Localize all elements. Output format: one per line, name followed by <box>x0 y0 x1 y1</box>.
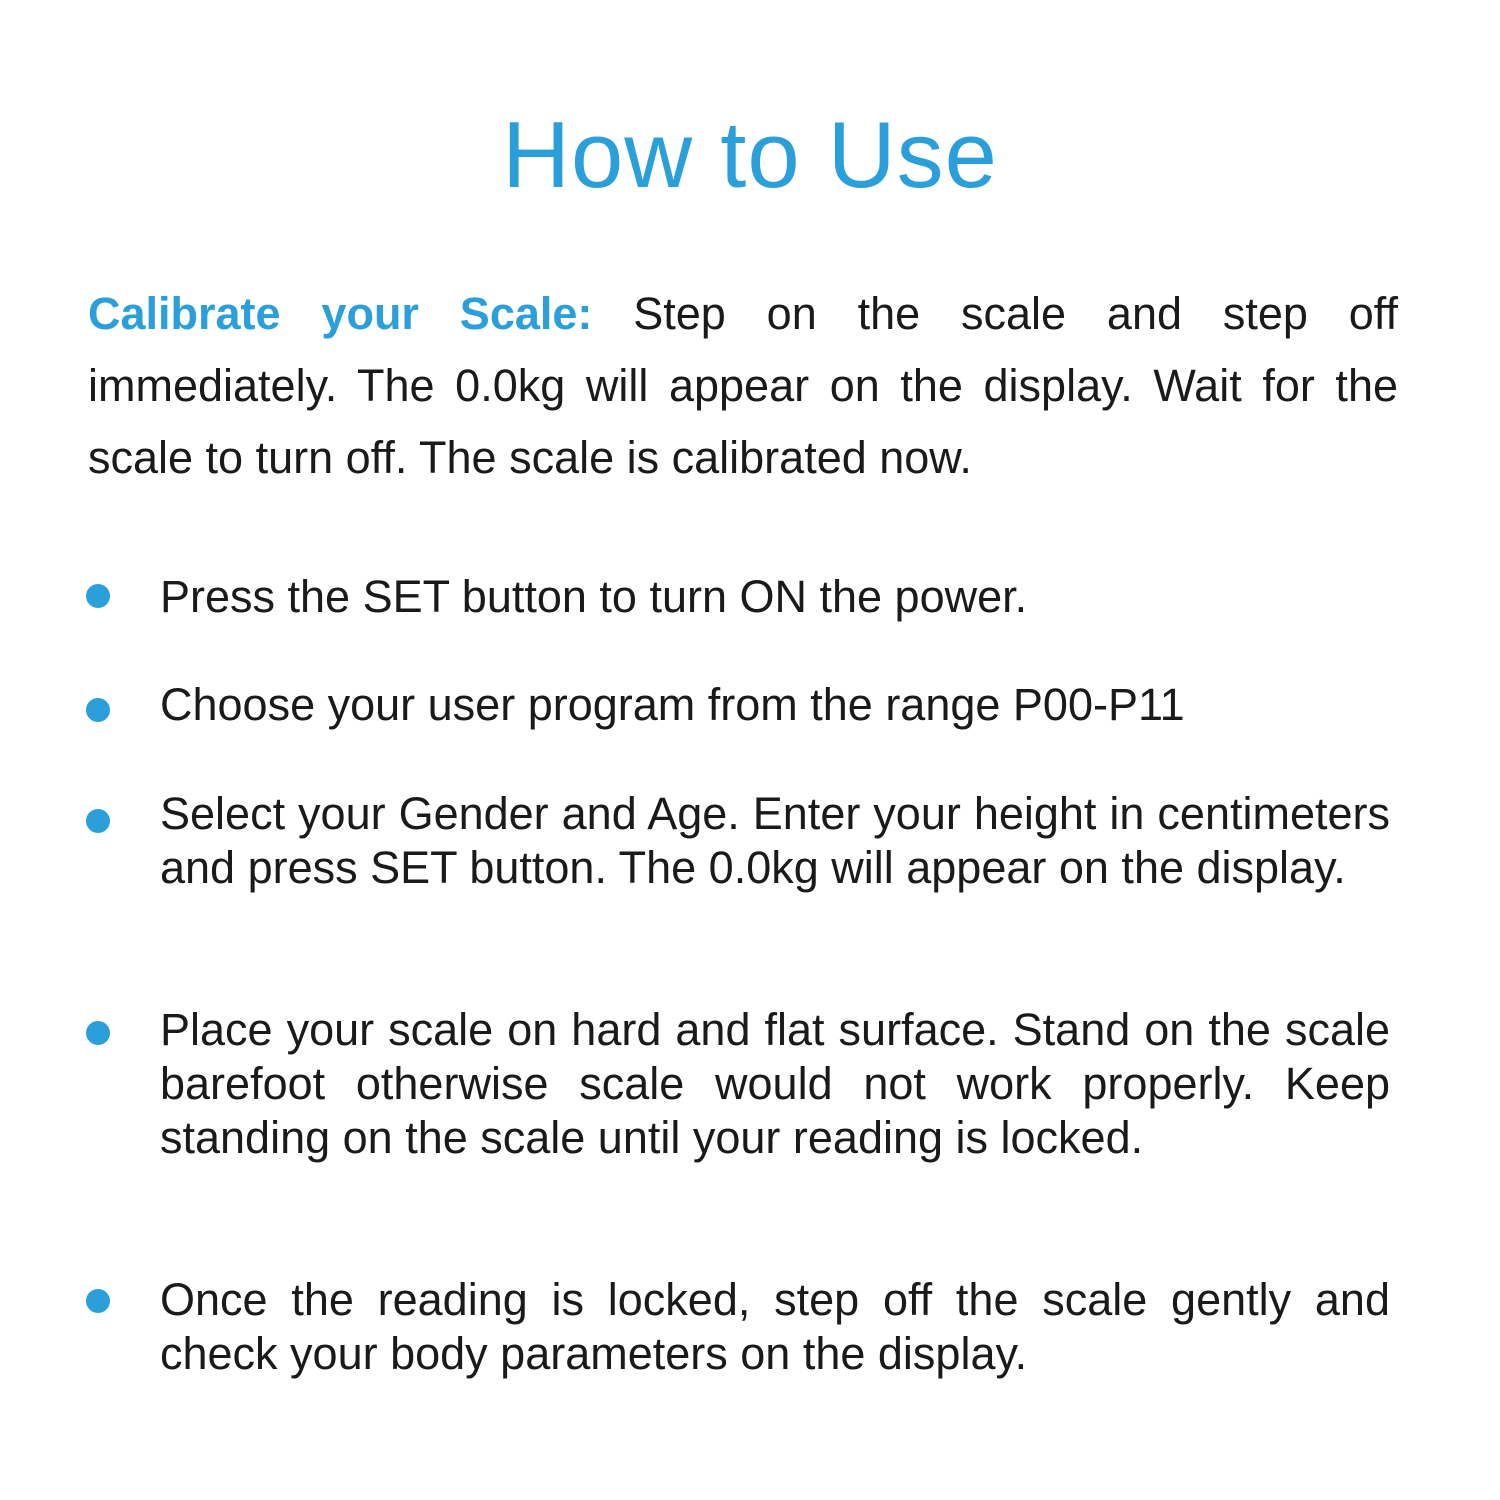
calibration-text: Step on the scale and step off immediately. The 0.0kg will appear on the display. Wait for the scale to turn off. The scale is calibrated now. <box>88 288 1398 483</box>
list-item <box>160 570 1390 624</box>
step-text: Press the SET button to turn ON the power. <box>160 571 1028 622</box>
step-text: Once the reading is locked, step off the scale gently and check your body parameters on the display. <box>160 1274 1390 1379</box>
list-item <box>160 787 1390 895</box>
bullet-icon <box>86 1289 110 1313</box>
bullet-icon <box>86 1021 110 1045</box>
list-item <box>160 1003 1390 1165</box>
step-text: Select your Gender and Age. Enter your height in centimeters and press SET button. The 0.0kg will appear on the display. <box>160 788 1390 893</box>
list-item <box>160 1273 1390 1381</box>
calibration-lead: Calibrate your Scale: <box>88 288 593 339</box>
list-item <box>160 678 1390 732</box>
bullet-icon <box>86 698 110 722</box>
bullet-icon <box>86 584 110 608</box>
step-text: Place your scale on hard and flat surface. Stand on the scale barefoot otherwise scale would not work properly. Keep standing on the scale until your reading is locked. <box>160 1004 1390 1163</box>
page-title: How to Use <box>502 102 998 207</box>
step-text: Choose your user program from the range P00-P11 <box>160 679 1185 730</box>
bullet-icon <box>86 809 110 833</box>
calibration-paragraph <box>88 278 1398 494</box>
